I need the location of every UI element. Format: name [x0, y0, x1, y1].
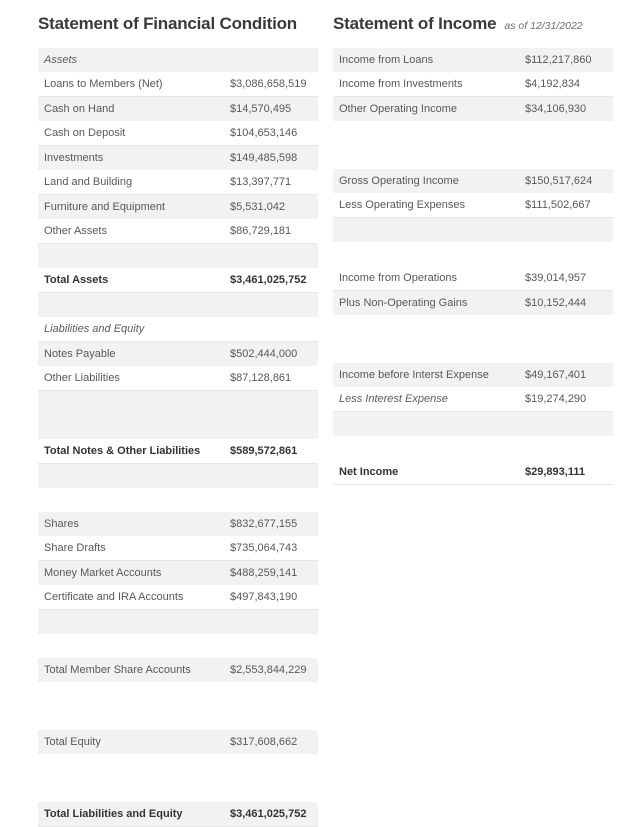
row-label [38, 754, 224, 778]
table-row [38, 195, 318, 220]
row-value [224, 48, 318, 72]
row-label: Other Liabilities [38, 366, 224, 391]
row-value: $502,444,000 [224, 342, 318, 367]
table-row [38, 97, 318, 122]
table-row [38, 146, 318, 171]
row-value: $317,608,662 [224, 730, 318, 754]
statement-of-income-panel [333, 14, 601, 485]
row-value: $19,274,290 [519, 387, 613, 412]
table-row [38, 730, 318, 754]
table-spacer-row [333, 436, 613, 460]
table-row [38, 170, 318, 195]
table-spacer-row [38, 634, 318, 658]
row-value: $5,531,042 [224, 195, 318, 220]
row-value: $4,192,834 [519, 72, 613, 97]
row-value: $112,217,860 [519, 48, 613, 72]
row-label [38, 706, 224, 730]
row-label: Assets [38, 48, 224, 72]
row-label: Certificate and IRA Accounts [38, 585, 224, 610]
row-value: $86,729,181 [224, 219, 318, 244]
table-row [38, 342, 318, 367]
row-value: $111,502,667 [519, 193, 613, 218]
row-value: $3,461,025,752 [224, 268, 318, 293]
row-label [38, 391, 224, 416]
right-panel-header [333, 14, 601, 36]
income-statement-as-of-date: as of 12/31/2022 [504, 20, 583, 32]
row-value [224, 778, 318, 802]
row-label [333, 121, 519, 145]
table-spacer-row [333, 412, 613, 437]
row-value [224, 244, 318, 269]
row-label [38, 415, 224, 439]
row-label: Total Member Share Accounts [38, 658, 224, 682]
row-label: Income from Loans [333, 48, 519, 72]
row-label: Other Assets [38, 219, 224, 244]
row-label: Total Notes & Other Liabilities [38, 439, 224, 464]
row-label: Furniture and Equipment [38, 195, 224, 220]
row-label: Total Equity [38, 730, 224, 754]
row-label: Less Interest Expense [333, 387, 519, 412]
table-spacer-row [333, 121, 613, 145]
table-spacer-row [333, 242, 613, 266]
table-spacer-row [38, 778, 318, 802]
row-value [224, 464, 318, 489]
table-spacer-row [38, 754, 318, 778]
row-value: $3,086,658,519 [224, 72, 318, 97]
table-spacer-row [333, 339, 613, 363]
row-value: $39,014,957 [519, 266, 613, 291]
row-label [38, 610, 224, 635]
statement-of-financial-condition-panel [38, 14, 306, 827]
row-value: $497,843,190 [224, 585, 318, 610]
row-value: $3,461,025,752 [224, 802, 318, 827]
row-value [224, 706, 318, 730]
row-value: $10,152,444 [519, 291, 613, 316]
row-label: Liabilities and Equity [38, 317, 224, 342]
row-value: $13,397,771 [224, 170, 318, 195]
table-row [38, 317, 318, 342]
row-value [224, 415, 318, 439]
row-value: $29,893,111 [519, 460, 613, 485]
row-label: Less Operating Expenses [333, 193, 519, 218]
row-label [333, 339, 519, 363]
row-label [333, 315, 519, 339]
row-label [333, 242, 519, 266]
table-row [333, 363, 613, 387]
row-value [519, 242, 613, 266]
row-label: Total Liabilities and Equity [38, 802, 224, 827]
row-value [224, 391, 318, 416]
table-row [333, 387, 613, 412]
table-row [38, 536, 318, 561]
row-label: Shares [38, 512, 224, 536]
row-value: $104,653,146 [224, 121, 318, 146]
table-spacer-row [333, 315, 613, 339]
row-label [38, 778, 224, 802]
row-value: $149,485,598 [224, 146, 318, 171]
row-value [519, 218, 613, 243]
table-row [333, 460, 613, 485]
table-row [38, 802, 318, 827]
row-label [333, 145, 519, 169]
table-row [38, 512, 318, 536]
row-label [38, 634, 224, 658]
row-label [38, 244, 224, 269]
row-label [333, 436, 519, 460]
row-value [224, 317, 318, 342]
row-label: Income before Interst Expense [333, 363, 519, 387]
table-row [333, 169, 613, 193]
table-row [333, 193, 613, 218]
row-label: Other Operating Income [333, 97, 519, 122]
row-label: Income from Operations [333, 266, 519, 291]
table-row [38, 268, 318, 293]
left-panel-header [38, 14, 306, 36]
table-spacer-row [38, 682, 318, 706]
row-label: Income from Investments [333, 72, 519, 97]
table-row [38, 366, 318, 391]
row-value [224, 488, 318, 512]
row-label: Money Market Accounts [38, 561, 224, 586]
table-spacer-row [38, 244, 318, 269]
row-label: Plus Non-Operating Gains [333, 291, 519, 316]
table-row [333, 72, 613, 97]
table-row [38, 219, 318, 244]
row-label: Loans to Members (Net) [38, 72, 224, 97]
row-label [333, 218, 519, 243]
table-spacer-row [38, 706, 318, 730]
row-label [38, 488, 224, 512]
table-spacer-row [38, 293, 318, 318]
row-label: Land and Building [38, 170, 224, 195]
row-label: Notes Payable [38, 342, 224, 367]
table-row [38, 585, 318, 610]
row-value [519, 145, 613, 169]
row-value: $150,517,624 [519, 169, 613, 193]
row-value [519, 436, 613, 460]
row-label: Net Income [333, 460, 519, 485]
table-row [333, 266, 613, 291]
table-spacer-row [38, 415, 318, 439]
table-row [333, 48, 613, 72]
row-value [224, 754, 318, 778]
financial-condition-table [38, 48, 318, 827]
row-value [519, 339, 613, 363]
row-value: $49,167,401 [519, 363, 613, 387]
row-label [38, 293, 224, 318]
page-title: Statement of Financial Condition [38, 14, 297, 33]
row-label [333, 412, 519, 437]
income-statement-table [333, 48, 613, 485]
income-statement-title: Statement of Income [333, 14, 497, 33]
table-row [38, 72, 318, 97]
row-value: $832,677,155 [224, 512, 318, 536]
row-label [38, 682, 224, 706]
row-value: $589,572,861 [224, 439, 318, 464]
row-value: $34,106,930 [519, 97, 613, 122]
row-label: Total Assets [38, 268, 224, 293]
table-row [38, 561, 318, 586]
row-value: $14,570,495 [224, 97, 318, 122]
table-row [333, 291, 613, 316]
row-value [224, 293, 318, 318]
row-label: Cash on Deposit [38, 121, 224, 146]
row-value [519, 412, 613, 437]
row-label: Share Drafts [38, 536, 224, 561]
table-row [38, 658, 318, 682]
row-value [519, 121, 613, 145]
row-label: Cash on Hand [38, 97, 224, 122]
table-spacer-row [38, 488, 318, 512]
row-value [224, 682, 318, 706]
row-value: $87,128,861 [224, 366, 318, 391]
row-value [224, 634, 318, 658]
row-label: Investments [38, 146, 224, 171]
table-row [333, 97, 613, 122]
table-spacer-row [38, 391, 318, 416]
table-spacer-row [333, 145, 613, 169]
row-value [519, 315, 613, 339]
table-spacer-row [38, 610, 318, 635]
row-value: $2,553,844,229 [224, 658, 318, 682]
row-label [38, 464, 224, 489]
table-spacer-row [333, 218, 613, 243]
row-value: $488,259,141 [224, 561, 318, 586]
row-label: Gross Operating Income [333, 169, 519, 193]
table-row [38, 121, 318, 146]
row-value: $735,064,743 [224, 536, 318, 561]
row-value [224, 610, 318, 635]
table-row [38, 439, 318, 464]
table-row [38, 48, 318, 72]
table-spacer-row [38, 464, 318, 489]
